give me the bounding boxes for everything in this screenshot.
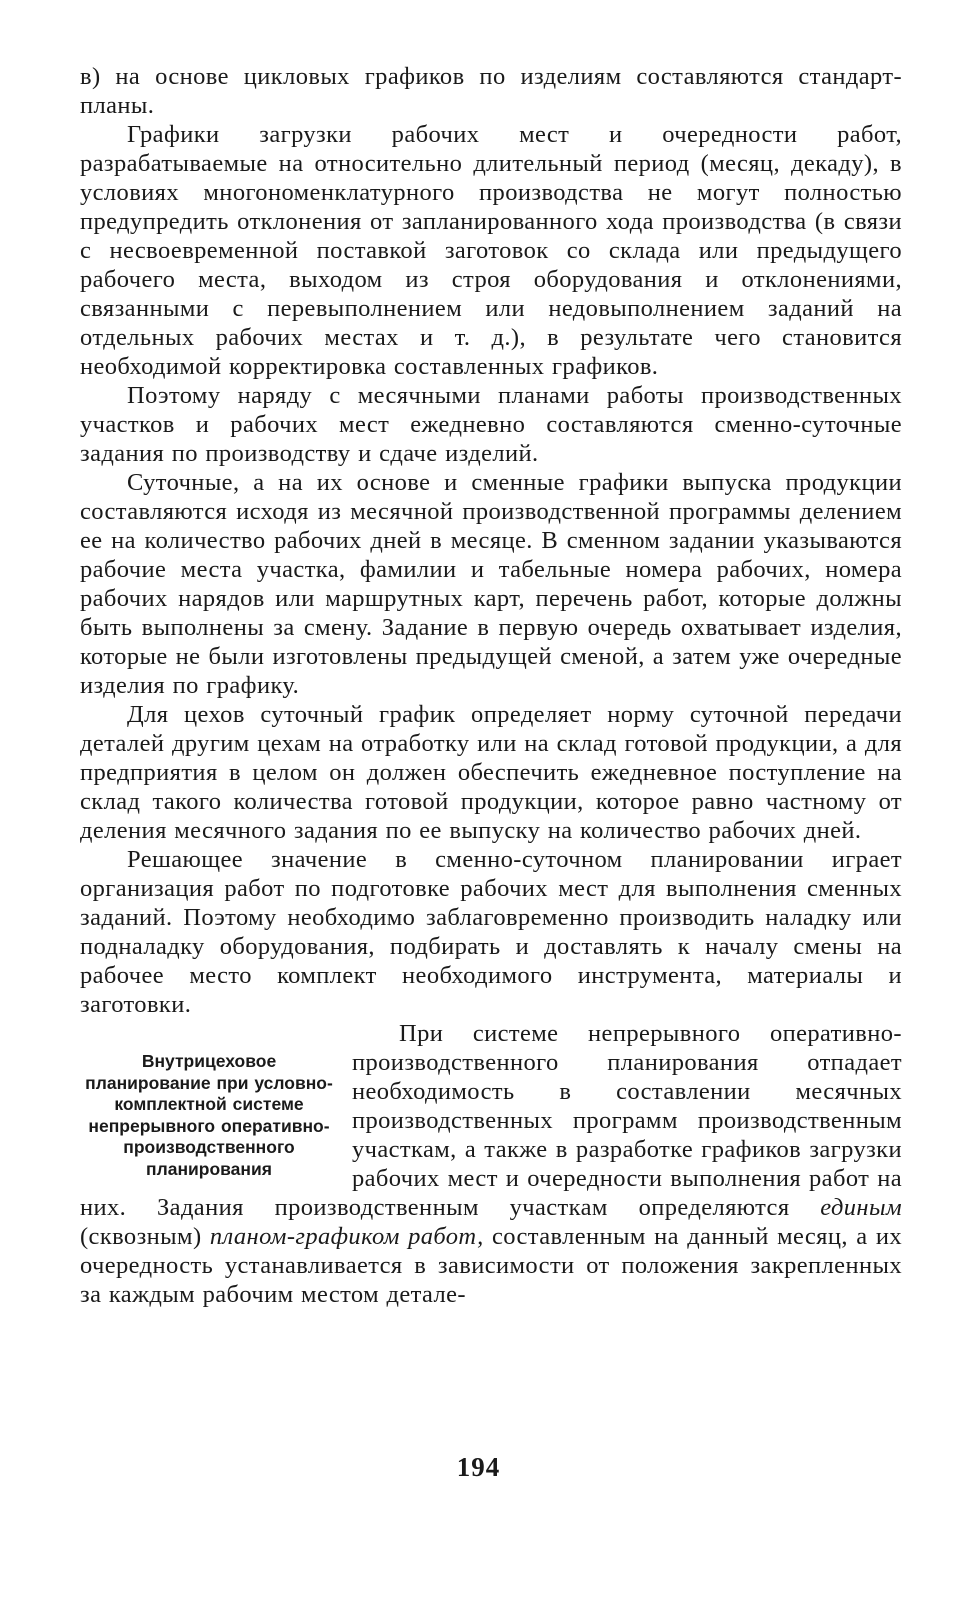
page-body <box>80 62 902 1309</box>
paragraph-shift-schedules: Суточные, а на их основе и сменные графики выпуска продукции составляются исходя из месячной производственной программы делением ее на количество рабочих дней в месяце. В сменном задании указываются рабочие места участка, фамилии и табельные номера рабочих, номера рабочих нарядов или маршрутных карт, перечень работ, которые должны быть выполнены за смену. Задание в первую очередь охватывает изделия, которые не были изготовлены предыдущей сменой, а затем уже очередные изделия по графику. <box>80 469 902 699</box>
italic-term-unified: единым <box>820 1194 902 1221</box>
side-heading: Внутрицеховое планирование при условно-комплектной системе непрерывного оперативно-производственного планирования <box>85 1051 333 1179</box>
italic-term-plan-schedule: планом-графиком работ, <box>209 1223 484 1250</box>
paragraph-schedules: Графики загрузки рабочих мест и очередности работ, разрабатываемые на относительно длительный период (месяц, декаду), в условиях многономенклатурного производства не могут полностью предупредить отклонения от запланированного хода производства (в связи с несвоевременной поставкой заготовок со склада или предыдущего рабочего места, выходом из строя оборудования и отклонениями, связанными с перевыполнением или недовыполнением заданий на отдельных рабочих местах и т. д.), в результате чего становится необходимой корректировка составленных графиков. <box>80 121 902 380</box>
page-number: 194 <box>456 1452 501 1482</box>
paragraph-text-part-2: (сквозным) <box>80 1223 210 1250</box>
paragraph-item-c: в) на основе цикловых графиков по изделиям составляются стандарт-планы. <box>80 63 902 119</box>
section-with-side-heading <box>80 1019 902 1309</box>
paragraph-workplace-preparation: Решающее значение в сменно-суточном планировании играет организация работ по подготовке рабочих мест для выполнения сменных заданий. Поэтому необходимо заблаговременно производить наладку или подналадку оборудования, подбирать и доставлять к началу смены на рабочее место комплект необходимого инструмента, материалы и заготовки. <box>80 846 902 1018</box>
paragraph-daily-tasks: Поэтому наряду с месячными планами работы производственных участков и рабочих мест ежедневно составляются сменно-суточные задания по производству и сдаче изделий. <box>80 382 902 467</box>
paragraph-text-part-3: составленным на данный месяц, а их очередность устанавливается в зависимости от положения закрепленных за каждым рабочим местом детале- <box>80 1223 902 1308</box>
paragraph-text-part-1: При системе непрерывного оперативно-производственного планирования отпадает необходимость в составлении месячных производственных программ производственным участкам, а также в разработке графиков загрузки рабочих мест и очередности выполнения работ на них. Задания производственным участкам определяются <box>80 1020 902 1221</box>
paragraph-workshop-schedule: Для цехов суточный график определяет норму суточной передачи деталей другим цехам на отработку или на склад готовой продукции, а для предприятия в целом он должен обеспечить ежедневное поступление на склад такого количества готовой продукции, которое равно частному от деления месячного задания по ее выпуску на количество рабочих дней. <box>80 701 902 844</box>
